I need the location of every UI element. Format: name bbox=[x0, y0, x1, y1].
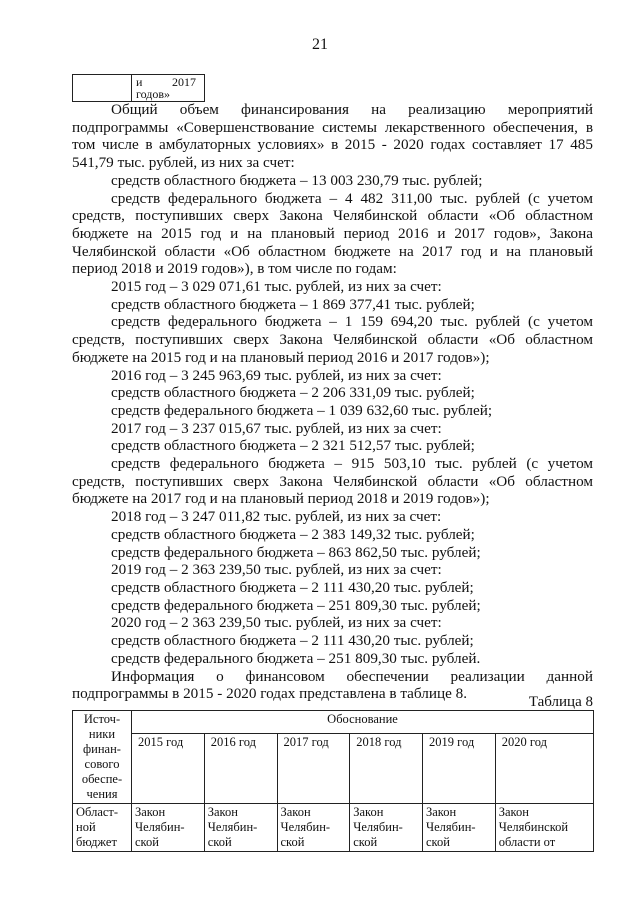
paragraph-2015-federal: средств федерального бюджета – 1 159 694,20 тыс. рублей (с учетом средств, поступивших сверх Закона Челябинской области «Об областном бюджете на 2015 год и на плановый период 2016 и 2017 годов»); bbox=[72, 313, 593, 366]
paragraph-2018-regional: средств областного бюджета – 2 383 149,32 тыс. рублей; bbox=[111, 525, 475, 543]
header-year-2019: 2019 год bbox=[423, 733, 496, 803]
paragraph-2016-federal: средств федерального бюджета – 1 039 632,60 тыс. рублей; bbox=[111, 401, 493, 419]
header-year-2015: 2015 год bbox=[132, 733, 205, 803]
paragraph-2015-regional: средств областного бюджета – 1 869 377,41 тыс. рублей; bbox=[111, 295, 475, 313]
paragraph-2017-federal: средств федерального бюджета – 915 503,10 тыс. рублей (с учетом средств, поступивших сверх Закона Челябинской области «Об областном бюджете на 2017 год и на плановый период 2018 и 2019 годов»); bbox=[72, 455, 593, 508]
header-basis: Обоснование bbox=[132, 711, 594, 734]
paragraph-table-reference: Информация о финансовом обеспечении реализации данной подпрограммы в 2015 - 2020 годах представлена в таблице 8. bbox=[72, 667, 593, 703]
paragraph-2020-total: 2020 год – 2 363 239,50 тыс. рублей, из них за счет: bbox=[111, 614, 442, 632]
header-funding-source: Источ- ники финан- сового обеспе- чения bbox=[73, 711, 132, 804]
paragraph-2019-federal: средств федерального бюджета – 251 809,30 тыс. рублей; bbox=[111, 596, 481, 614]
table-caption: Таблица 8 bbox=[528, 694, 593, 710]
fragment-cell-text bbox=[132, 75, 205, 102]
cell-2018: Закон Челябин- ской bbox=[350, 804, 423, 852]
paragraph-2017-regional: средств областного бюджета – 2 321 512,57 тыс. рублей; bbox=[111, 437, 475, 455]
page-number: 21 bbox=[312, 36, 328, 53]
paragraph-federal-total: средств федерального бюджета – 4 482 311,00 тыс. рублей (с учетом средств, поступивших сверх Закона Челябинской области «Об областном бюджете на 2015 год и на плановый период 2016 и 2017 годов», Закона Челябинской области «Об областном бюджете на 2017 год и на плановый период 2018 и 2019 годов»), в том числе по годам: bbox=[72, 189, 593, 278]
paragraph-2020-regional: средств областного бюджета – 2 111 430,20 тыс. рублей; bbox=[111, 632, 474, 650]
cell-2017: Закон Челябин- ской bbox=[277, 804, 350, 852]
header-year-2017: 2017 год bbox=[277, 733, 350, 803]
fragment-year: 2017 bbox=[172, 75, 196, 89]
paragraph-2015-total: 2015 год – 3 029 071,61 тыс. рублей, из них за счет: bbox=[111, 278, 442, 296]
paragraph-2018-federal: средств федерального бюджета – 863 862,50 тыс. рублей; bbox=[111, 543, 481, 561]
fragment-word: и bbox=[136, 75, 143, 89]
fragment-cell-left bbox=[73, 75, 132, 102]
header-year-2020: 2020 год bbox=[495, 733, 593, 803]
paragraph-2020-federal: средств федерального бюджета – 251 809,30 тыс. рублей. bbox=[111, 649, 481, 667]
cell-2019: Закон Челябин- ской bbox=[423, 804, 496, 852]
paragraph-total: Общий объем финансирования на реализацию мероприятий подпрограммы «Совершенствование системы лекарственного обеспечения, в том числе в амбулаторных условиях» в 2015 - 2020 годах составляет 17 485 541,79 тыс. рублей, из них за счет: bbox=[72, 101, 593, 172]
paragraph-2017-total: 2017 год – 3 237 015,67 тыс. рублей, из них за счет: bbox=[111, 419, 442, 437]
table-row bbox=[73, 804, 594, 852]
cell-2015: Закон Челябин- ской bbox=[132, 804, 205, 852]
paragraph-2018-total: 2018 год – 3 247 011,82 тыс. рублей, из них за счет: bbox=[111, 508, 442, 526]
main-text bbox=[72, 101, 593, 703]
cell-2016: Закон Челябин- ской bbox=[204, 804, 277, 852]
row-source-regional: Област- ной бюджет bbox=[73, 804, 132, 852]
paragraph-2019-regional: средств областного бюджета – 2 111 430,20 тыс. рублей; bbox=[111, 578, 474, 596]
previous-table-fragment bbox=[72, 74, 205, 102]
cell-2020: Закон Челябинской области от bbox=[495, 804, 593, 852]
table-8 bbox=[72, 710, 594, 852]
paragraph-2016-regional: средств областного бюджета – 2 206 331,09 тыс. рублей; bbox=[111, 384, 475, 402]
header-year-2016: 2016 год bbox=[204, 733, 277, 803]
header-year-2018: 2018 год bbox=[350, 733, 423, 803]
paragraph-regional-total: средств областного бюджета – 13 003 230,79 тыс. рублей; bbox=[111, 171, 483, 189]
paragraph-2019-total: 2019 год – 2 363 239,50 тыс. рублей, из них за счет: bbox=[111, 561, 442, 579]
paragraph-2016-total: 2016 год – 3 245 963,69 тыс. рублей, из них за счет: bbox=[111, 366, 442, 384]
fragment-line2: годов» bbox=[136, 87, 171, 101]
